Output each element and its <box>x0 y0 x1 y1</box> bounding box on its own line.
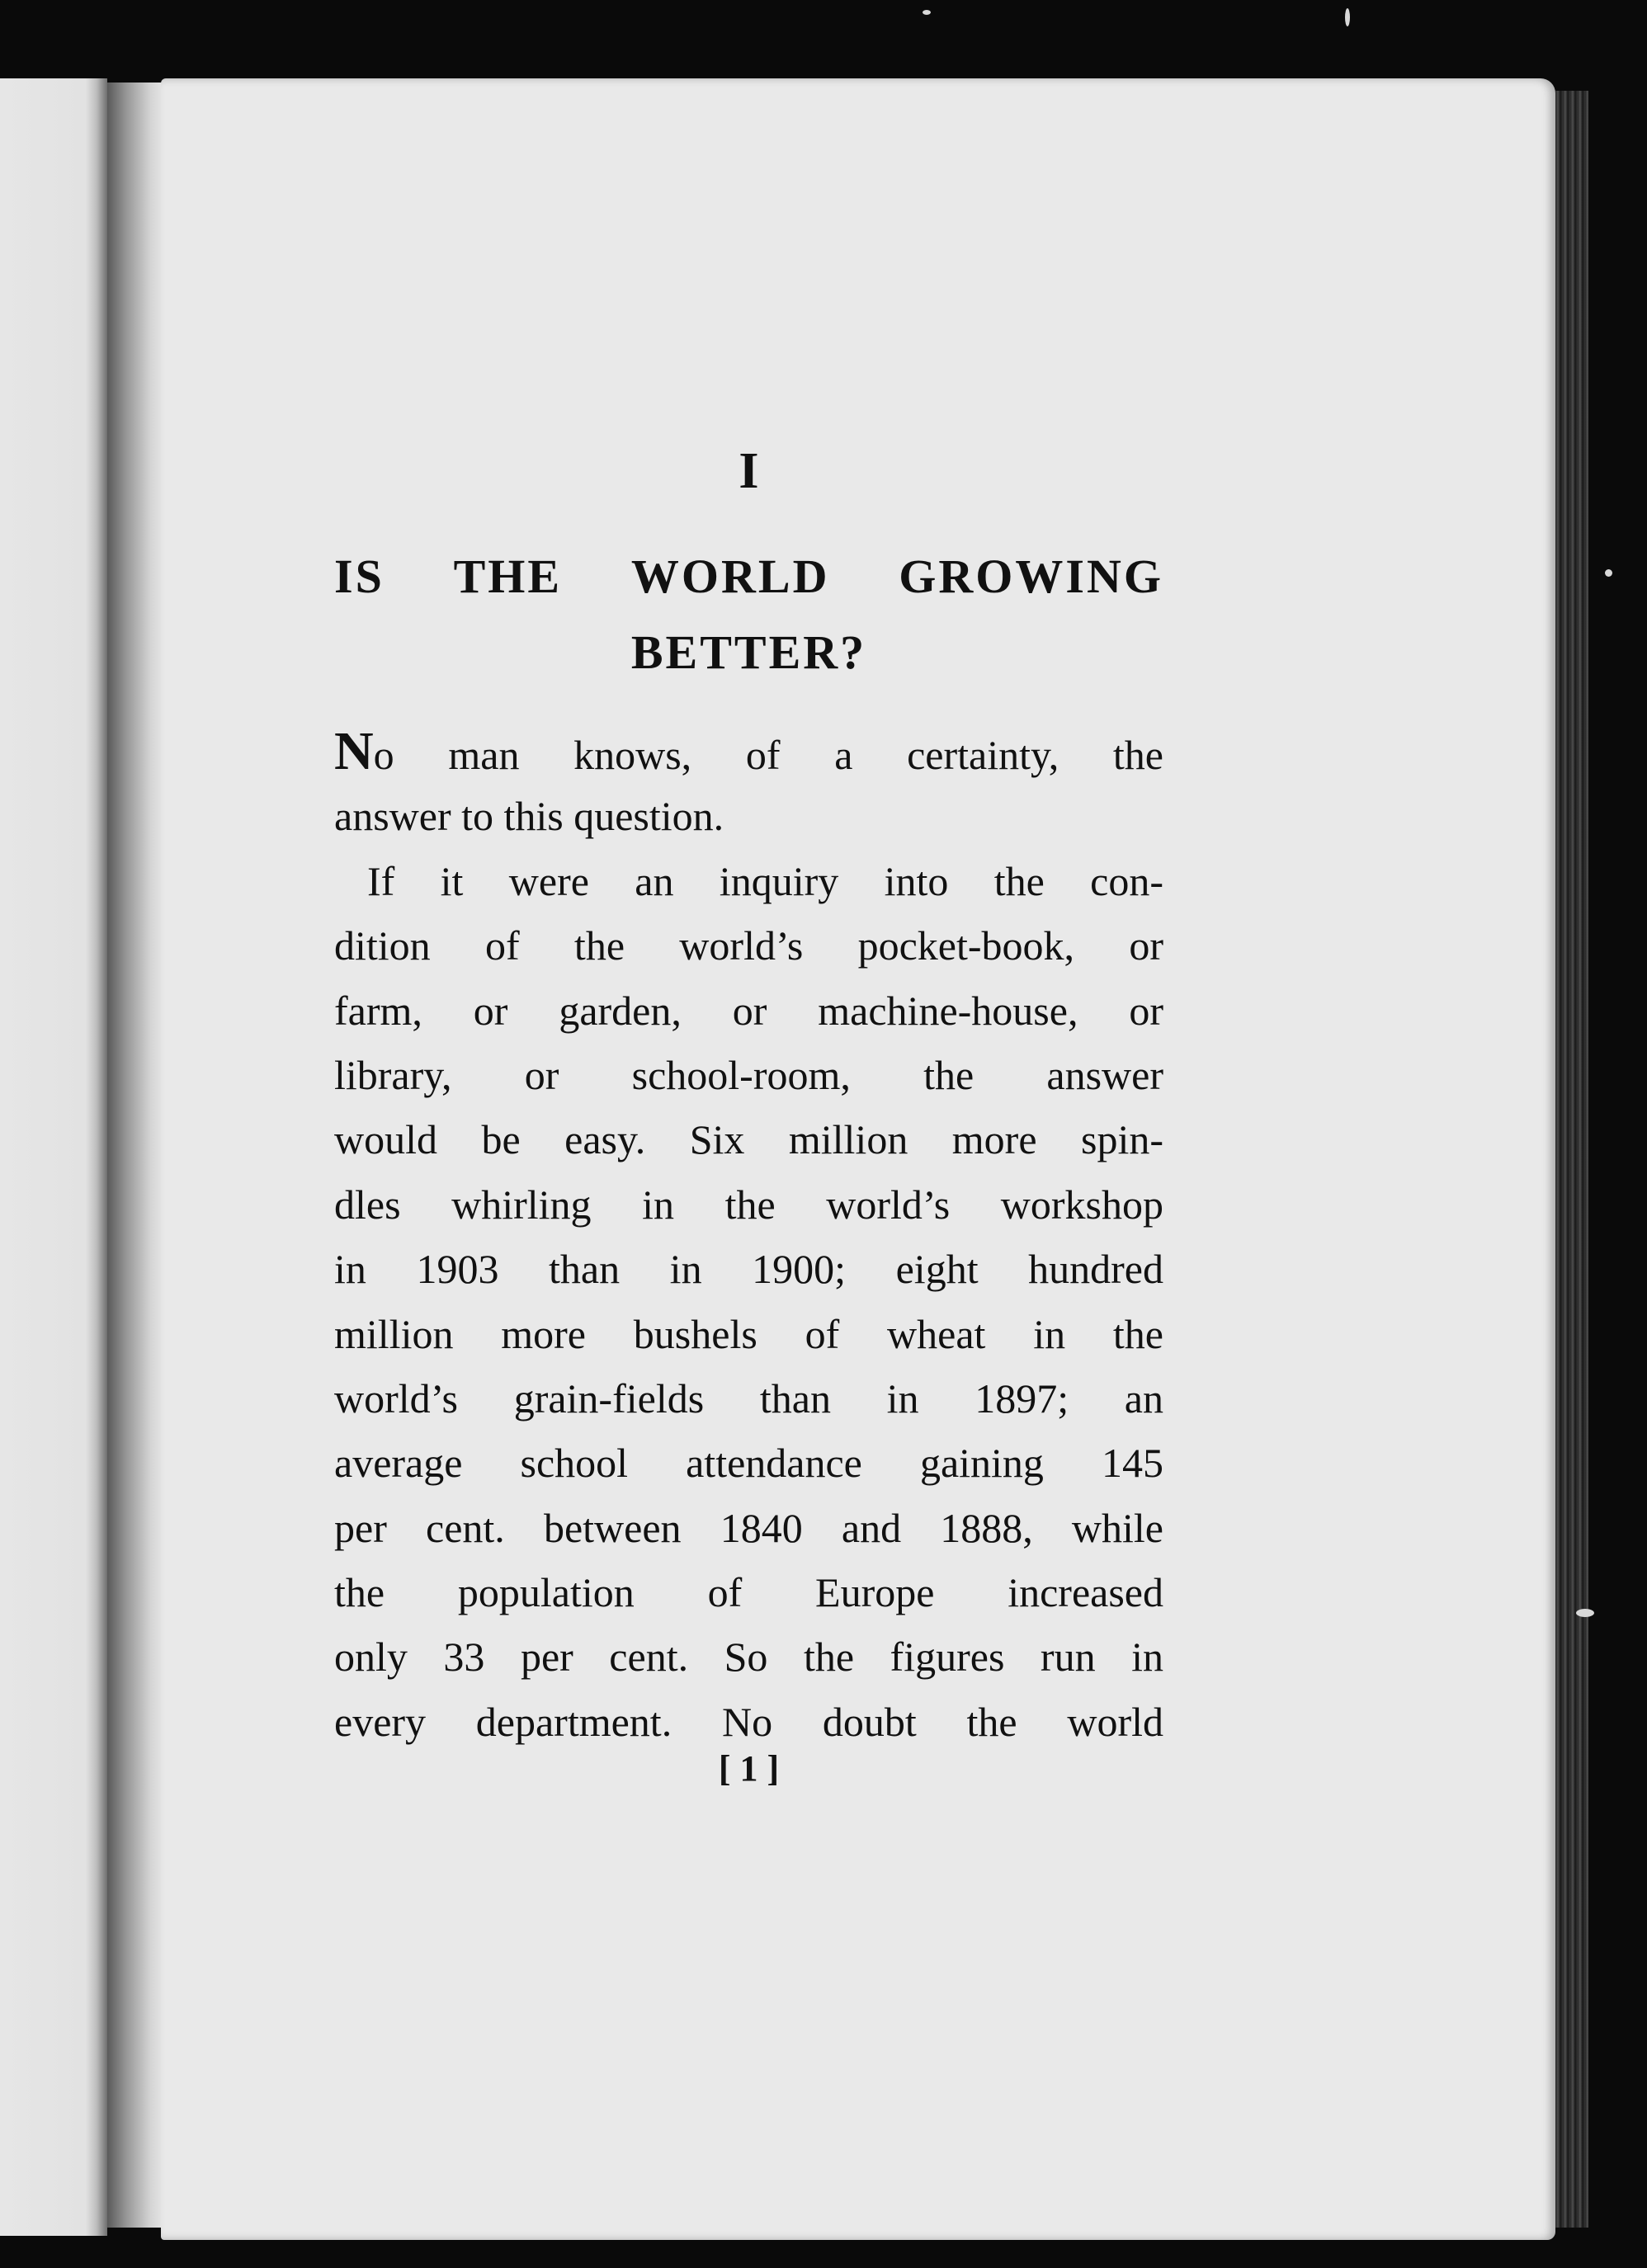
text-line: the population of Europe increased <box>334 1569 1163 1616</box>
chapter-title-word: WORLD <box>630 549 830 603</box>
chapter-title-word: THE <box>453 549 563 603</box>
text-line: world’s grain-fields than in 1897; an <box>334 1374 1163 1422</box>
text-line: average school attendance gaining 145 <box>334 1440 1163 1487</box>
text-line: farm, or garden, or machine-house, or <box>334 987 1163 1034</box>
text-line: only 33 per cent. So the figures run in <box>334 1634 1163 1681</box>
text-line: every department. No doubt the world <box>334 1698 1163 1745</box>
text-line: answer to this question. <box>334 793 724 840</box>
scan-speck <box>923 10 931 15</box>
book-gutter <box>107 83 165 2228</box>
page-stack-edge <box>1555 91 1588 2228</box>
page-number: [ 1 ] <box>718 1748 780 1789</box>
text-line: per cent. between 1840 and 1888, while <box>334 1504 1163 1551</box>
scan-speck <box>1345 8 1350 26</box>
scan-speck <box>1605 569 1612 577</box>
text-line: would be easy. Six million more spin- <box>334 1116 1163 1163</box>
drop-cap: N <box>334 721 374 781</box>
text-line: If it were an inquiry into the con- <box>367 857 1163 904</box>
chapter-title-line-1 <box>334 549 1163 603</box>
chapter-number: I <box>739 443 759 499</box>
text-line: million more bushels of wheat in the <box>334 1310 1163 1357</box>
facing-page-edge <box>0 78 107 2236</box>
text-line: dles whirling in the world’s workshop <box>334 1181 1163 1228</box>
text-line: No man knows, of a certainty, the <box>334 721 1163 781</box>
body-text <box>334 719 1163 1754</box>
chapter-title-word: GROWING <box>899 549 1163 603</box>
text-line: library, or school-room, the answer <box>334 1051 1163 1098</box>
scan-speck <box>1576 1609 1594 1617</box>
text-line: dition of the world’s pocket-book, or <box>334 922 1163 969</box>
chapter-title-word: IS <box>334 549 385 603</box>
chapter-title-line-2: BETTER? <box>630 625 867 679</box>
text-line: in 1903 than in 1900; eight hundred <box>334 1246 1163 1293</box>
